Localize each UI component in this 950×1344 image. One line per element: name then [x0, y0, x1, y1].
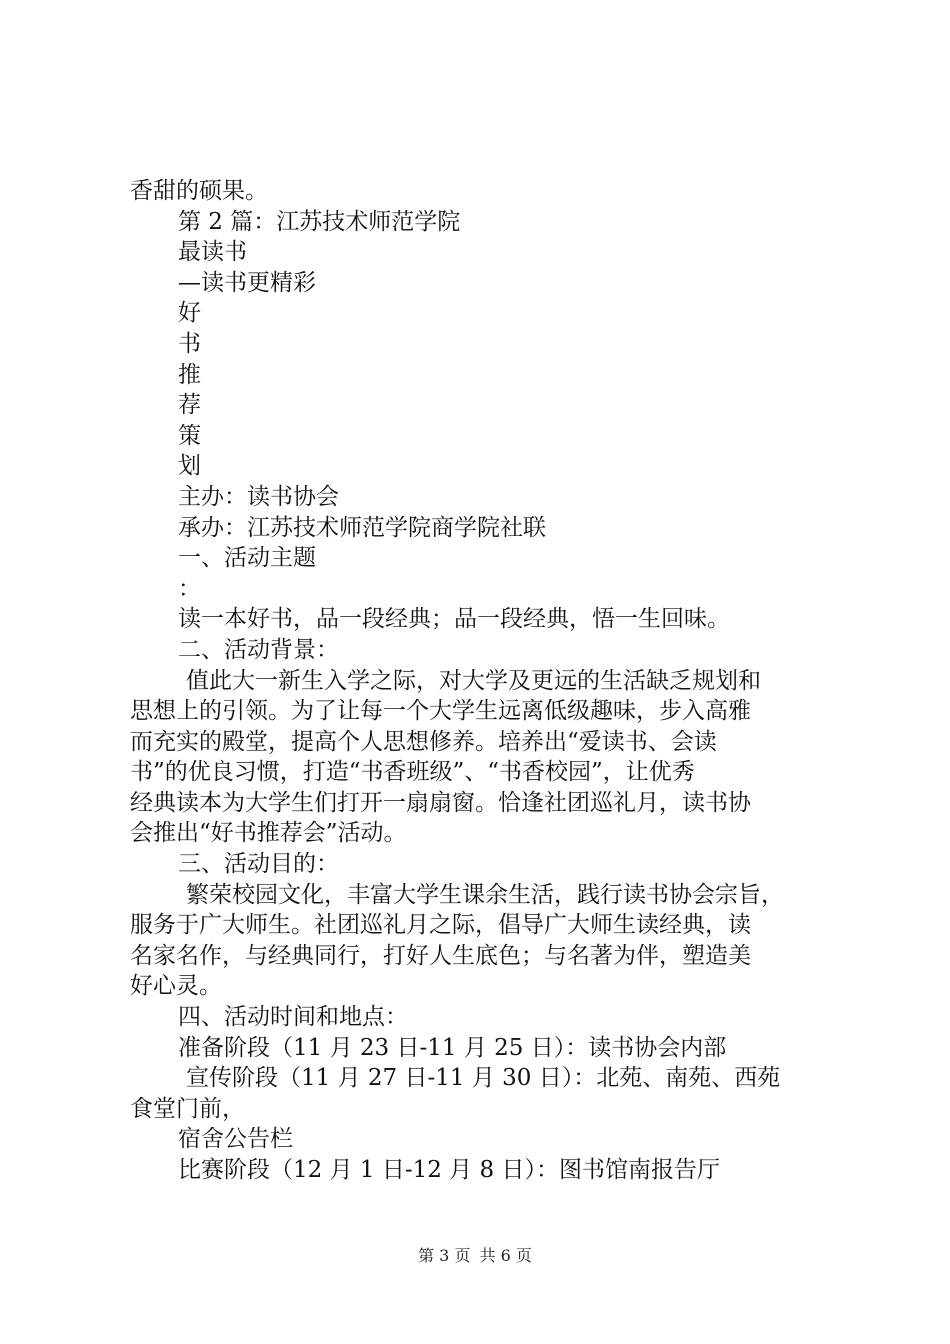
- text-line: 好: [178, 300, 201, 327]
- document-body: [130, 176, 830, 1186]
- text-line: 服务于广大师生。社团巡礼月之际，倡导广大师生读经典，读: [130, 912, 751, 939]
- text-line: 宣传阶段（11 月 27 日-11 月 30 日）：北苑、南苑、西苑: [186, 1065, 781, 1092]
- heading-line: 二、活动背景：: [178, 636, 339, 663]
- text-line: 繁荣校园文化，丰富大学生课余生活，践行读书协会宗旨，: [186, 881, 784, 908]
- text-line: 书”的优良习惯，打造“书香班级”、“书香校园”，让优秀: [130, 759, 695, 786]
- section-title: 第 2 篇：江苏技术师范学院: [178, 208, 461, 235]
- text-line: 会推出“好书推荐会”活动。: [130, 820, 407, 847]
- text-line: 承办：江苏技术师范学院商学院社联: [178, 514, 546, 541]
- text-line: 荐: [178, 392, 201, 419]
- text-line: 比赛阶段（12 月 1 日-12 月 8 日）：图书馆南报告厅: [178, 1157, 720, 1183]
- text-line: 主办：读书协会: [178, 483, 339, 510]
- page-number: 第 3 页: [418, 1246, 471, 1265]
- page-total: 共 6 页: [479, 1246, 532, 1265]
- text-line: 书: [178, 330, 201, 357]
- text-line: ：: [178, 575, 201, 602]
- page-footer: [0, 1243, 950, 1266]
- text-line: 推: [178, 361, 201, 388]
- text-line: 划: [178, 453, 201, 480]
- text-line: 思想上的引领。为了让每一个大学生远离低级趣味，步入高雅: [130, 698, 751, 725]
- text-line: —读书更精彩: [178, 269, 316, 296]
- heading-line: 三、活动目的：: [178, 851, 339, 878]
- heading-line: 一、活动主题: [178, 545, 316, 572]
- text-line: 值此大一新生入学之际，对大学及更远的生活缺乏规划和: [186, 667, 761, 694]
- text-line: 宿舍公告栏: [178, 1126, 293, 1153]
- text-line: 最读书: [178, 239, 247, 266]
- text-line: 准备阶段（11 月 23 日-11 月 25 日）：读书协会内部: [178, 1034, 727, 1061]
- text-line: 读一本好书，品一段经典；品一段经典，悟一生回味。: [178, 606, 730, 633]
- text-line: 而充实的殿堂，提高个人思想修养。培养出“爱读书、会读: [130, 728, 717, 755]
- text-line: 食堂门前，: [130, 1095, 245, 1122]
- text-line: 策: [178, 422, 201, 449]
- text-line: 名家名作，与经典同行，打好人生底色；与名著为伴，塑造美: [130, 942, 751, 969]
- text-line: 好心灵。: [130, 973, 222, 1000]
- heading-line: 四、活动时间和地点：: [178, 1004, 408, 1031]
- text-line: 经典读本为大学生们打开一扇扇窗。恰逢社团巡礼月，读书协: [130, 789, 751, 816]
- text-line: 香甜的硕果。: [130, 178, 268, 204]
